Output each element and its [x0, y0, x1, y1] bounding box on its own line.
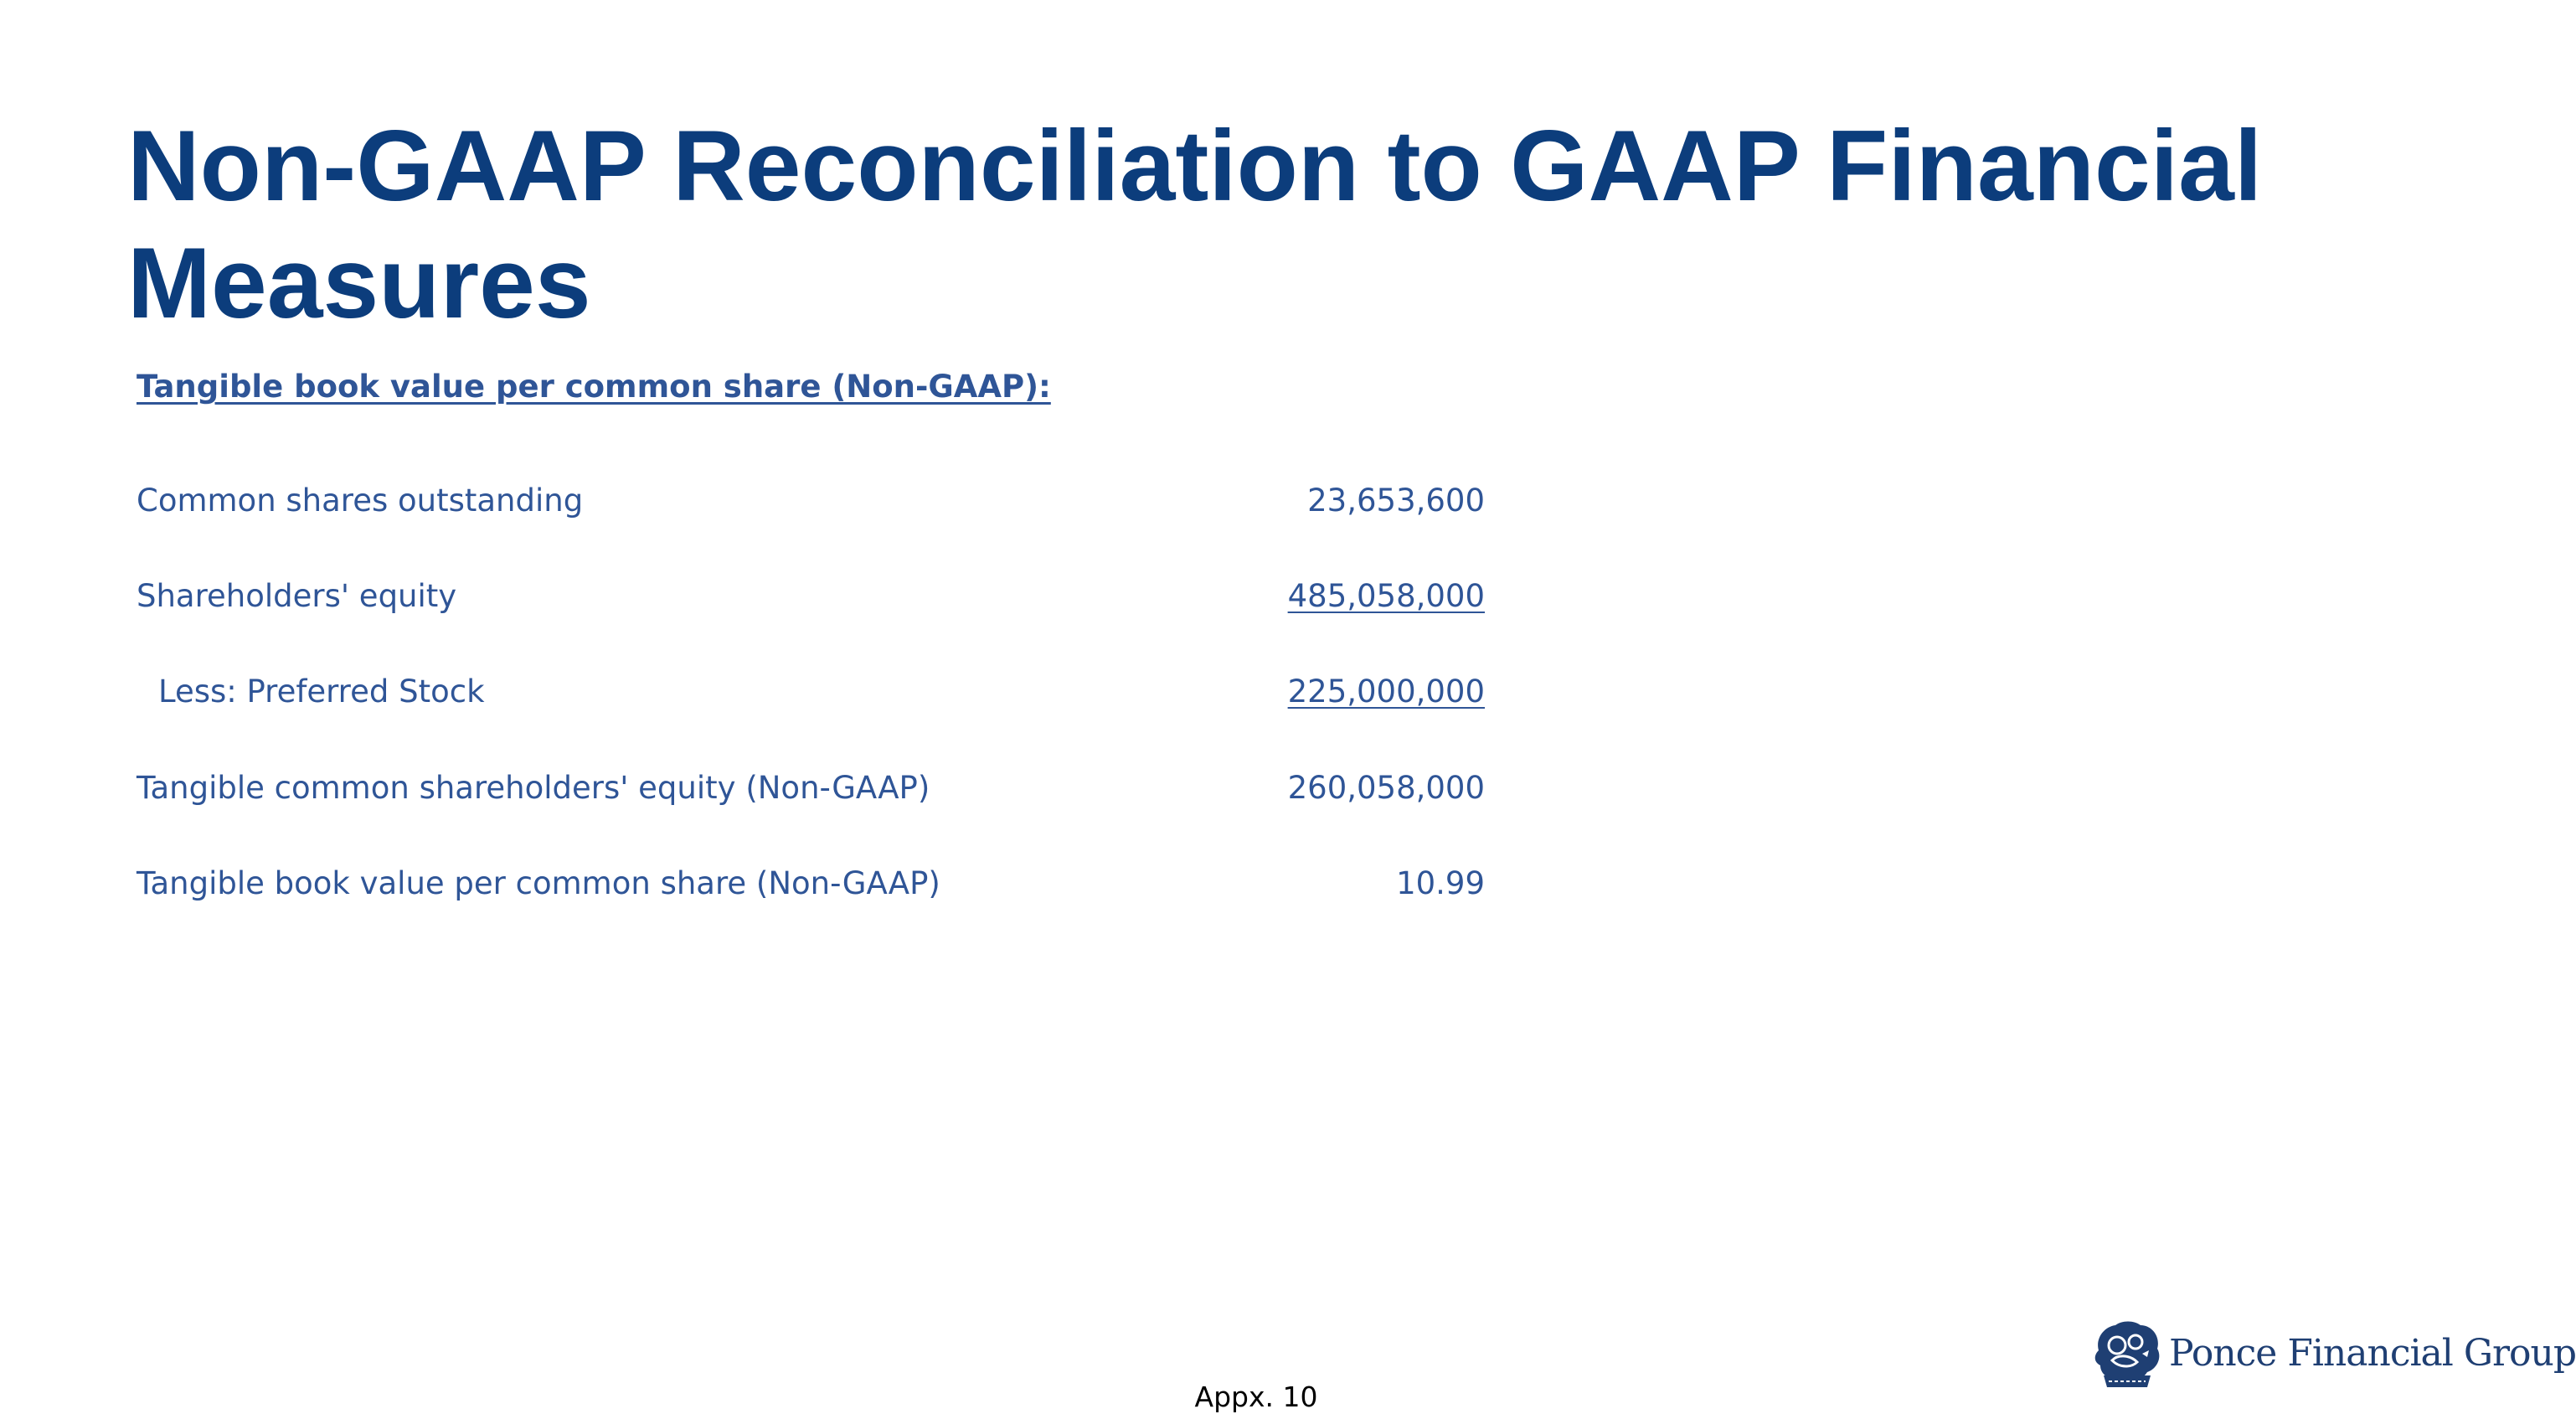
row-value: 260,058,000 [1287, 770, 1485, 806]
row-label: Tangible book value per common share (Non-GAAP) [137, 865, 940, 901]
tangible-book-value-section [137, 0, 1485, 1413]
slide-title: Non-GAAP Reconciliation to GAAP Financial Measures [127, 110, 2263, 339]
row-value: 10.99 [1396, 865, 1485, 901]
section-heading: Tangible book value per common share (Non-GAAP): [137, 369, 1051, 405]
row-shareholders-equity [137, 571, 1485, 622]
row-label: Common shares outstanding [137, 483, 584, 519]
row-tangible-common-equity [137, 763, 1485, 813]
row-value: 225,000,000 [1287, 673, 1485, 710]
logo-text: Ponce Financial Group [2169, 1332, 2576, 1375]
row-tangible-book-value-per-share [137, 859, 1485, 909]
row-common-shares-outstanding [137, 476, 1485, 526]
row-label: Tangible common shareholders' equity (Non-GAAP) [137, 770, 930, 806]
row-less-preferred-stock [137, 667, 1485, 717]
row-value: 23,653,600 [1307, 483, 1485, 519]
row-label: Shareholders' equity [137, 578, 457, 614]
page-number: Appx. 10 [1194, 1380, 1318, 1413]
row-value: 485,058,000 [1287, 578, 1485, 614]
row-label: Less: Preferred Stock [158, 673, 485, 710]
